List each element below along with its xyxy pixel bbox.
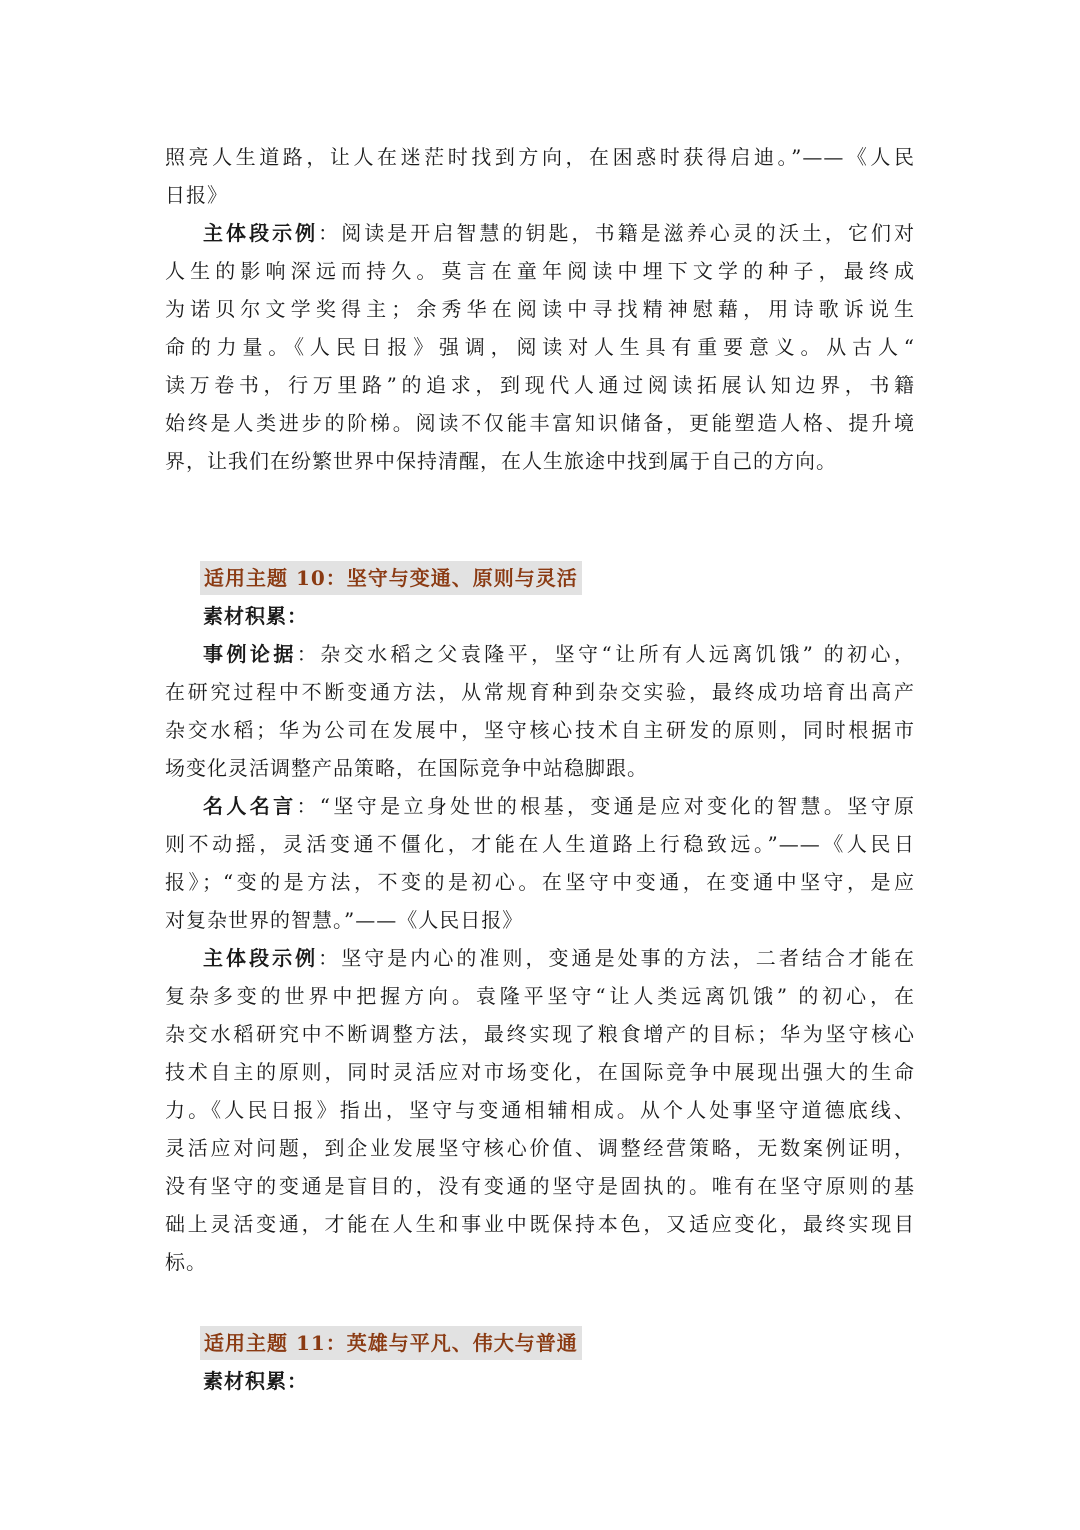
label-quote: 名人名言 xyxy=(203,794,297,818)
text-line: 础上灵活变通，才能在人生和事业中既保持本色，又适应变化，最终实现目 xyxy=(165,1212,915,1236)
topic-10-heading: 适用主题 10：坚守与变通、原则与灵活 xyxy=(200,561,582,595)
text-line: 命的力量。《人民日报》强调，阅读对人生具有重要意义。从古人“ xyxy=(165,335,915,359)
topic-10-content xyxy=(165,597,915,1281)
text-line xyxy=(165,939,915,977)
text-line: 报》；“变的是方法，不变的是初心。在坚守中变通，在变通中坚守，是应 xyxy=(165,870,915,894)
text-line: 日报》 xyxy=(165,183,228,207)
text-line: 读万卷书，行万里路”的追求，到现代人通过阅读拓展认知边界，书籍 xyxy=(165,373,915,397)
topic-11-content xyxy=(165,1362,915,1400)
text-line: 技术自主的原则，同时灵活应对市场变化，在国际竞争中展现出强大的生命 xyxy=(165,1060,915,1084)
text-line: 灵活应对问题，到企业发展坚守核心价值、调整经营策略，无数案例证明， xyxy=(165,1136,915,1160)
text-line: 在研究过程中不断变通方法，从常规育种到杂交实验，最终成功培育出高产 xyxy=(165,680,915,704)
material-label: 素材积累： xyxy=(203,604,308,628)
text-span: ：“坚守是立身处世的根基，变通是应对变化的智慧。坚守原 xyxy=(296,794,915,818)
text-line: 界，让我们在纷繁世界中保持清醒，在人生旅途中找到属于自己的方向。 xyxy=(165,449,837,473)
text-line: 人生的影响深远而持久。莫言在童年阅读中埋下文学的种子，最终成 xyxy=(165,259,915,283)
text-line: 没有坚守的变通是盲目的，没有变通的坚守是固执的。唯有在坚守原则的基 xyxy=(165,1174,915,1198)
text-line: 对复杂世界的智慧。”——《人民日报》 xyxy=(165,908,524,932)
label-main-example: 主体段示例 xyxy=(203,221,319,245)
text-line xyxy=(165,635,915,673)
text-line: 复杂多变的世界中把握方向。袁隆平坚守“让人类远离饥饿” 的初心，在 xyxy=(165,984,915,1008)
text-line: 力。《人民日报》指出，坚守与变通相辅相成。从个人处事坚守道德底线、 xyxy=(165,1098,915,1122)
text-line xyxy=(165,787,915,825)
quote-continuation xyxy=(165,138,915,214)
text-line: 则不动摇，灵活变通不僵化，才能在人生道路上行稳致远。”——《人民日 xyxy=(165,832,915,856)
text-line: 为诺贝尔文学奖得主；余秀华在阅读中寻找精神慰藉，用诗歌诉说生 xyxy=(165,297,915,321)
text-line: 场变化灵活调整产品策略，在国际竞争中站稳脚跟。 xyxy=(165,756,648,780)
text-span: ：杂交水稻之父袁隆平，坚守“让所有人远离饥饿” 的初心， xyxy=(296,642,916,666)
label-example: 事例论据 xyxy=(203,642,297,666)
text-line: 杂交水稻研究中不断调整方法，最终实现了粮食增产的目标；华为坚守核心 xyxy=(165,1022,915,1046)
text-span: ：阅读是开启智慧的钥匙，书籍是滋养心灵的沃土，它们对 xyxy=(318,221,916,245)
text-line: 杂交水稻；华为公司在发展中，坚守核心技术自主研发的原则，同时根据市 xyxy=(165,718,915,742)
material-label: 素材积累： xyxy=(203,1369,308,1393)
text-line: 始终是人类进步的阶梯。阅读不仅能丰富知识储备，更能塑造人格、提升境 xyxy=(165,411,915,435)
text-span: ：坚守是内心的准则，变通是处事的方法，二者结合才能在 xyxy=(318,946,916,970)
label-main-example: 主体段示例 xyxy=(203,946,319,970)
text-line xyxy=(165,214,915,252)
text-line: 标。 xyxy=(165,1250,207,1274)
main-paragraph-example xyxy=(165,214,915,480)
text-line: 照亮人生道路，让人在迷茫时找到方向，在困惑时获得启迪。”——《人民 xyxy=(165,145,915,169)
topic-11-heading: 适用主题 11：英雄与平凡、伟大与普通 xyxy=(200,1326,582,1360)
